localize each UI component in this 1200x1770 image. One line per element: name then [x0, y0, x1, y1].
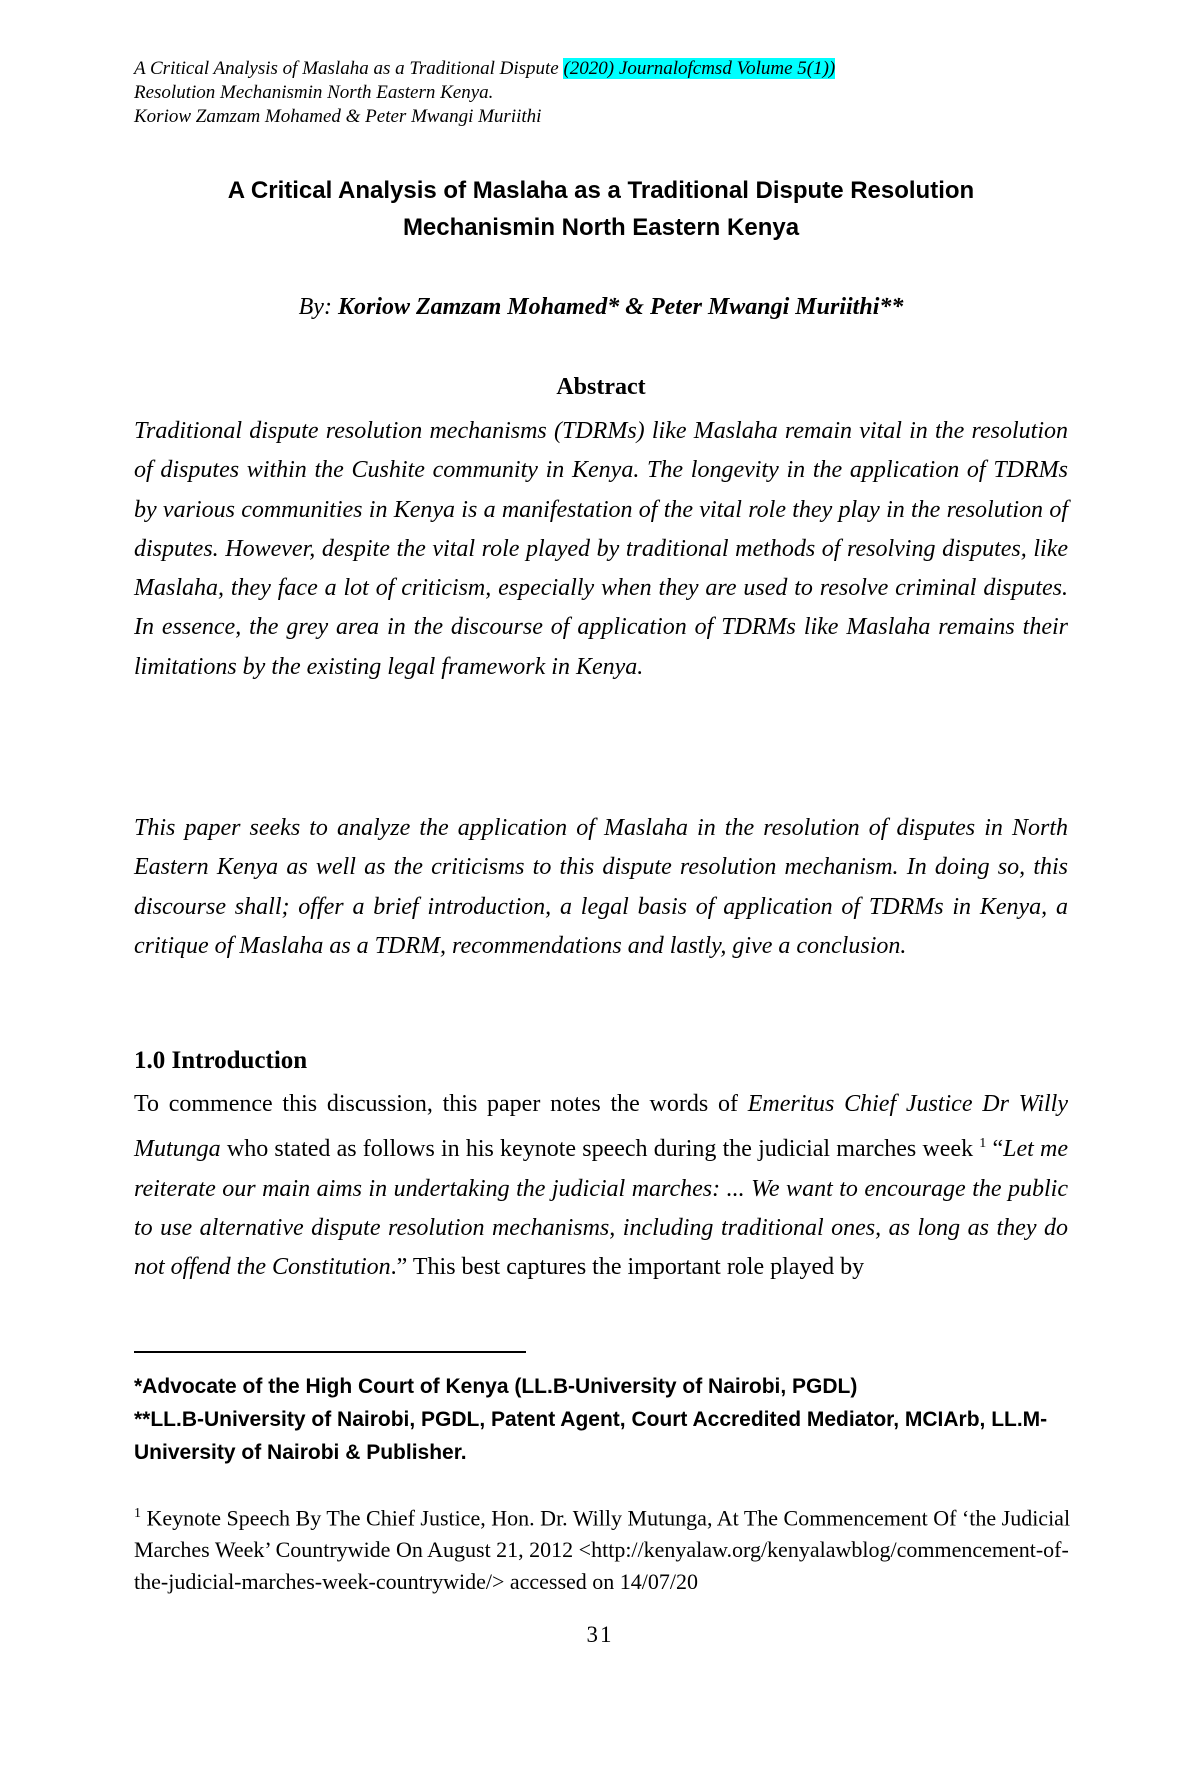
author-byline: By: Koriow Zamzam Mohamed* & Peter Mwangi Muriithi** [298, 294, 904, 320]
running-header-line-1: A Critical Analysis of Maslaha as a Traditional Dispute (2020) Journalofcmsd Volume 5(1)) [134, 58, 836, 79]
footnote-1 [134, 1498, 1084, 1598]
footnote-reference: 1 [979, 1136, 987, 1152]
paper-title: A Critical Analysis of Maslaha as a Traditional Dispute Resolution Mechanismin North Eastern Kenya [227, 177, 975, 241]
abstract-heading: Abstract [556, 374, 646, 400]
affiliation-author-1: *Advocate of the High Court of Kenya (LL.B-University of Nairobi, PGDL) [134, 1375, 858, 1398]
cited-person: Emeritus Chief Justice Dr Willy Mutunga [134, 1091, 1068, 1163]
page-number: 31 [586, 1622, 614, 1647]
running-header-line-3: Koriow Zamzam Mohamed & Peter Mwangi Muriithi [134, 106, 542, 127]
running-header-line-2: Resolution Mechanismin North Eastern Kenya. [134, 82, 494, 103]
footnote-separator [134, 1351, 526, 1353]
quotation: Let me reiterate our main aims in undertaking the judicial marches: ... We want to encourage the public to use alternative dispute resolution mechanisms, including traditional ones, as long as they do not offend the Constitution [134, 1136, 1068, 1281]
section-heading-introduction: 1.0 Introduction [134, 1047, 308, 1074]
introduction-paragraph: To commence this discussion, this paper notes the words of Emeritus Chief Justice Dr Willy Mutunga who stated as follows in his keynote speech during the judicial marches week $^1$ “Let me reiterate our main aims in undertaking the judicial marches: ... We want to encourage the public to use alternative dispute resolution mechanisms, including traditional ones, as long as they do not offend the Constitution.” This best captures the important role played by [134, 1091, 1068, 1281]
abstract-paragraph-2: This paper seeks to analyze the application of Maslaha in the resolution of disputes in North Eastern Kenya as well as the criticisms to this dispute resolution mechanism. In doing so, this discourse shall; offer a brief introduction, a legal basis of application of TDRMs in Kenya, a critique of Maslaha as a TDRM, recommendations and lastly, give a conclusion. [134, 815, 1068, 959]
affiliation-author-2: **LL.B-University of Nairobi, PGDL, Patent Agent, Court Accredited Mediator, MCIArb, LL.M-University of Nairobi & Publisher. [134, 1408, 1048, 1464]
footnote-text: Keynote Speech By The Chief Justice, Hon. Dr. Willy Mutunga, At The Commencement Of ‘the Judicial Marches Week’ Countrywide On August 21, 2012 <http://kenyalaw.org/kenyalawblog/commencement-of-the-judicial-marches-week-countrywide/> accessed on 14/07/20 [134, 1505, 1071, 1595]
footnote-mark: 1 [134, 1506, 141, 1521]
author-names: Koriow Zamzam Mohamed* & Peter Mwangi Muriithi** [337, 294, 904, 320]
journal-citation-highlight: (2020) Journalofcmsd Volume 5(1)) [563, 58, 836, 79]
running-header [134, 57, 1094, 129]
abstract-paragraph-1: Traditional dispute resolution mechanisms (TDRMs) like Maslaha remain vital in the resolution of disputes within the Cushite community in Kenya. The longevity in the application of TDRMs by various communities in Kenya is a manifestation of the vital role they play in the resolution of disputes. However, despite the vital role played by traditional methods of resolving disputes, like Maslaha, they face a lot of criticism, especially when they are used to resolve criminal disputes. In essence, the grey area in the discourse of application of TDRMs like Maslaha remains their limitations by the existing legal framework in Kenya. [134, 418, 1068, 680]
author-affiliations [134, 1370, 1084, 1469]
